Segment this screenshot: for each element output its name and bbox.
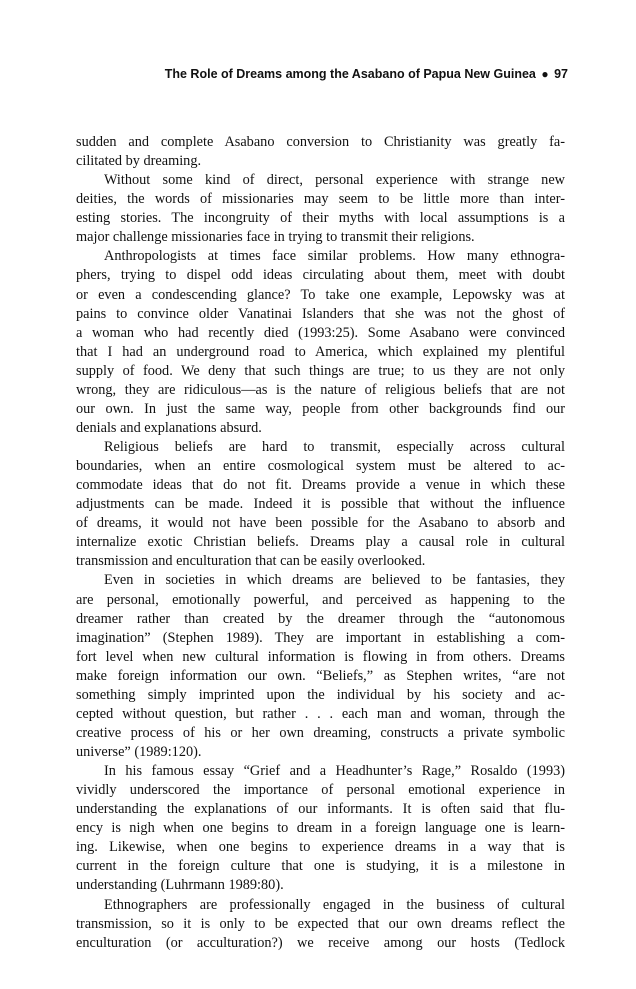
text-line: Ethnographers are professionally engaged in the business of cultural [104, 896, 565, 913]
text-line: of dreams, it would not have been possible for the Asabano to absorb and [76, 515, 565, 532]
text-line: wrong, they are ridiculous—as is the nature of religious beliefs that are not [76, 381, 565, 398]
text-line: Even in societies in which dreams are believed to be fantasies, they [104, 572, 565, 589]
text-line: that I had an underground road to America, which explained my plentiful [76, 343, 565, 360]
page-number: 97 [554, 67, 568, 81]
text-line: fort level when new cultural information is flowing in from others. Dreams [76, 648, 565, 665]
text-line: creative process of his or her own dreaming, constructs a private symbolic [76, 724, 565, 741]
text-line: Anthropologists at times face similar problems. How many ethnogra- [104, 248, 565, 265]
text-line: supply of food. We deny that such things are true; to us they are not only [76, 362, 565, 379]
text-line: cilitated by dreaming. [76, 153, 202, 170]
text-line: Religious beliefs are hard to transmit, especially across cultural [104, 439, 565, 455]
text-line: current in the foreign culture that one is studying, it is a milestone in [76, 858, 565, 875]
text-line: denials and explanations absurd. [76, 419, 262, 436]
text-line: phers, trying to dispel odd ideas circulating about them, meet with doubt [76, 267, 565, 284]
text-line: imagination” (Stephen 1989). They are important in establishing a com- [76, 629, 565, 646]
text-line: cepted without question, but rather . . . each man and woman, through the [76, 705, 565, 722]
text-line: enculturation (or acculturation?) we receive among our hosts (Tedlock [76, 934, 565, 951]
text-line: esting stories. The incongruity of their myths with local assumptions is a [76, 210, 565, 227]
text-line: sudden and complete Asabano conversion to Christianity was greatly fa- [76, 134, 565, 150]
text-line: pains to convince older Vanatinai Islanders that she was not the ghost of [76, 305, 565, 322]
text-line: vividly underscored the importance of personal emotional experience in [76, 782, 565, 799]
text-line: or even a condescending glance? To take one example, Lepowsky was at [76, 286, 565, 303]
text-line: make foreign information our own. “Beliefs,” as Stephen writes, “are not [76, 667, 565, 684]
running-head-title: The Role of Dreams among the Asabano of Papua New Guinea [164, 67, 536, 81]
text-line: understanding the explanations of our informants. It is often said that flu- [76, 801, 565, 818]
bullet-icon: ● [541, 67, 549, 81]
text-line: deities, the words of missionaries may seem to be little more than inter- [76, 191, 565, 208]
text-line: Without some kind of direct, personal experience with strange new [104, 172, 565, 189]
text-line: adjustments can be made. Indeed it is possible that without the influence [76, 496, 565, 513]
running-head [76, 64, 568, 84]
text-line: internalize exotic Christian beliefs. Dreams play a causal role in cultural [76, 534, 565, 551]
text-line: understanding (Luhrmann 1989:80). [76, 877, 284, 894]
text-line: major challenge missionaries face in trying to transmit their religions. [76, 229, 475, 246]
body-text [76, 133, 565, 953]
text-line: boundaries, when an entire cosmological system must be altered to ac- [76, 458, 565, 475]
text-line: a woman who had recently died (1993:25). Some Asabano were convinced [76, 324, 565, 341]
text-line: are personal, emotionally powerful, and perceived as happening to the [76, 591, 565, 608]
text-line: transmission, so it is only to be expected that our own dreams reflect the [76, 915, 565, 932]
text-line: dreamer rather than created by the dreamer through the “autonomous [76, 610, 565, 627]
text-line: commodate ideas that do not fit. Dreams provide a venue in which these [76, 477, 565, 494]
text-line: something simply imprinted upon the individual by his society and ac- [76, 686, 565, 703]
text-line: In his famous essay “Grief and a Headhunter’s Rage,” Rosaldo (1993) [104, 763, 565, 780]
text-line: ing. Likewise, when one begins to experience dreams in a way that is [76, 839, 565, 856]
text-line: our own. In just the same way, people from other backgrounds find our [76, 400, 565, 417]
text-line: transmission and enculturation that can be easily overlooked. [76, 553, 426, 570]
text-line: universe” (1989:120). [76, 744, 202, 760]
text-line: ency is nigh when one begins to dream in a foreign language one is learn- [76, 820, 565, 837]
